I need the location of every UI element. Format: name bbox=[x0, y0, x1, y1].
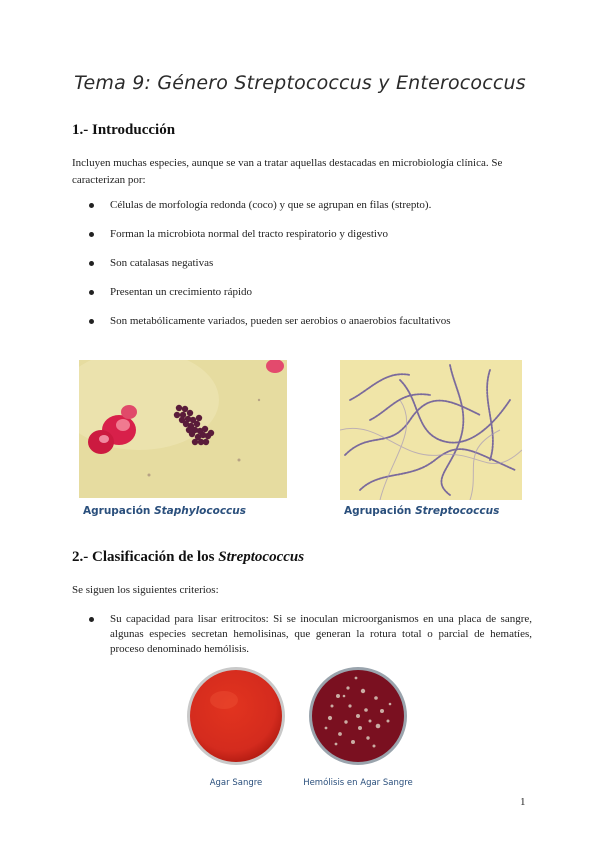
caption-streptococcus bbox=[344, 505, 499, 517]
document-title bbox=[0, 72, 600, 94]
list-item: Son catalasas negativas bbox=[72, 256, 532, 271]
section-2-intro: Se siguen los siguientes criterios: bbox=[72, 584, 219, 596]
heading-text: 2.- Clasificación de los bbox=[72, 549, 219, 565]
section-1-intro: Incluyen muchas especies, aunque se van a tratar aquellas destacadas en microbiología clínica. Se caracterizan por: bbox=[72, 157, 503, 186]
hemolysis-agar-plate bbox=[308, 666, 408, 766]
list-item: Forman la microbiota normal del tracto respiratorio y digestivo bbox=[72, 227, 532, 242]
page-number: 1 bbox=[520, 796, 526, 808]
list-item: Son metabólicamente variados, pueden ser aerobios o anaerobios facultativos bbox=[72, 314, 532, 329]
section-1-heading: 1.- Introducción bbox=[72, 122, 176, 138]
caption-staphylococcus bbox=[83, 505, 246, 517]
streptococcus-micrograph bbox=[340, 360, 522, 500]
caption-prefix: Agrupación bbox=[344, 505, 416, 517]
section-1-bullet-list bbox=[72, 198, 532, 329]
title-genus-1: Streptococcus bbox=[234, 72, 373, 94]
caption-blood-agar: Agar Sangre bbox=[209, 778, 263, 788]
title-text: Tema 9: Género bbox=[74, 72, 235, 94]
list-item: Presentan un crecimiento rápido bbox=[72, 285, 532, 300]
heading-genus: Streptococcus bbox=[218, 549, 305, 565]
list-item: Células de morfología redonda (coco) y que se agrupan en filas (strepto). bbox=[72, 198, 532, 213]
caption-prefix: Agrupación bbox=[83, 505, 155, 517]
caption-genus: Streptococcus bbox=[415, 505, 500, 517]
section-2-bullet-list bbox=[72, 612, 532, 657]
list-item: Su capacidad para lisar eritrocitos: Si se inoculan microorganismos en una placa de sangre, algunas especies secretan hemolisinas, que generan la rotura total o parcial de hematíes, proceso denominado hemólisis. bbox=[72, 612, 532, 657]
title-genus-2: Enterococcus bbox=[395, 72, 526, 94]
caption-genus: Staphylococcus bbox=[154, 505, 247, 517]
title-conjunction: y bbox=[372, 72, 396, 94]
staphylococcus-micrograph bbox=[79, 360, 287, 498]
blood-agar-plate bbox=[186, 666, 286, 766]
section-2-heading bbox=[72, 549, 304, 566]
caption-hemolysis: Hemólisis en Agar Sangre bbox=[303, 778, 413, 788]
